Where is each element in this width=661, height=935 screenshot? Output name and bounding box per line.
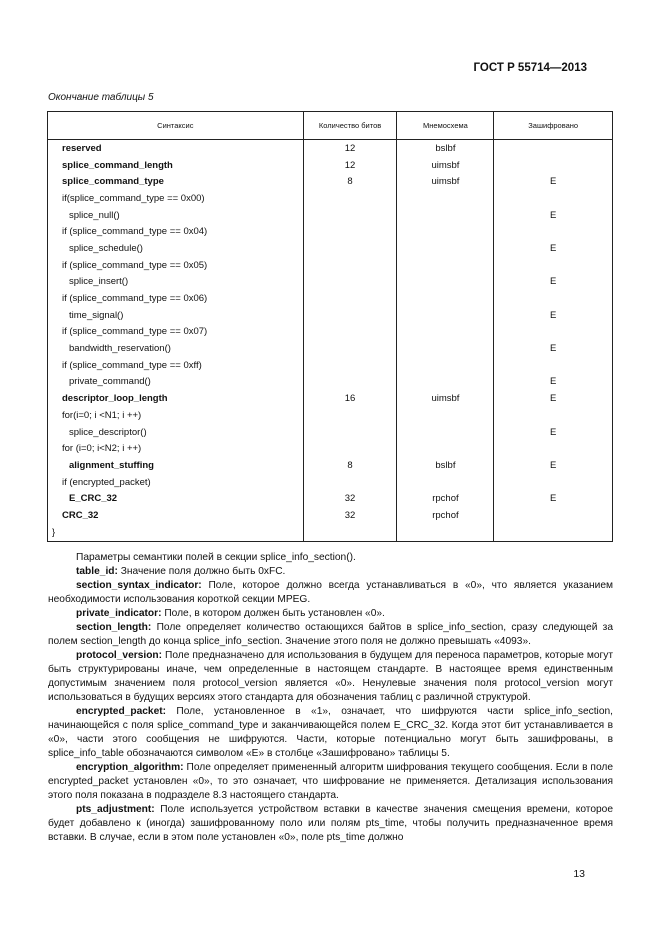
syntax-cell: if (splice_command_type == 0x06) bbox=[48, 290, 304, 307]
definition: Поле предназначено для использования в будущем для переноса параметров, которые могут быть структурированы иначе, чем определенные в настоящем стандарте. В настоящее время единственным допустимым значением поля protocol_version является «0». Ненулевые значения поля protocol_version могут использоваться в будущих версиях этого стандарта для обозначения таблиц с различной структурой. bbox=[48, 650, 613, 703]
section-length-paragraph bbox=[48, 621, 613, 649]
bits-cell bbox=[303, 223, 397, 240]
definition: Поле определяет количество остающихся байтов в splice_info_section, сразу следующей за полем section_length до конца splice_info_section. Значение этого поля не должно превышать «4093». bbox=[48, 622, 613, 647]
bits-cell: 16 bbox=[303, 390, 397, 407]
private-indicator-paragraph bbox=[48, 607, 613, 621]
mnemonic-cell bbox=[397, 223, 494, 240]
definition: Значение поля должно быть 0xFC. bbox=[117, 566, 286, 577]
syntax-cell: if(splice_command_type == 0x00) bbox=[48, 190, 304, 207]
encrypted-cell bbox=[494, 407, 613, 424]
mnemonic-cell bbox=[397, 190, 494, 207]
bits-cell bbox=[303, 274, 397, 291]
bits-cell bbox=[303, 240, 397, 257]
encrypted-cell: E bbox=[494, 173, 613, 190]
mnemonic-cell: uimsbf bbox=[397, 390, 494, 407]
mnemonic-cell: bslbf bbox=[397, 140, 494, 157]
table-caption: Окончание таблицы 5 bbox=[48, 92, 154, 103]
mnemonic-cell bbox=[397, 407, 494, 424]
mnemonic-cell bbox=[397, 207, 494, 224]
encrypted-cell: E bbox=[494, 240, 613, 257]
table-row bbox=[48, 240, 613, 257]
term: section_length: bbox=[76, 622, 152, 633]
table-row bbox=[48, 307, 613, 324]
mnemonic-cell bbox=[397, 324, 494, 341]
bits-cell: 12 bbox=[303, 157, 397, 174]
syntax-cell: alignment_stuffing bbox=[48, 457, 304, 474]
bits-cell bbox=[303, 374, 397, 391]
bits-cell: 32 bbox=[303, 490, 397, 507]
definition: Поле используется устройством вставки в качестве значения смещения времени, которое будет добавлено к (иногда) зашифрованному поло или полям pts_time, чтобы получить предназначенное время вставки. В случае, если в этом поле установлен «0», поле pts_time должно bbox=[48, 804, 613, 843]
table-header-row bbox=[48, 112, 613, 140]
syntax-cell: if (splice_command_type == 0x07) bbox=[48, 324, 304, 341]
bits-cell bbox=[303, 407, 397, 424]
encrypted-cell bbox=[494, 324, 613, 341]
term: private_indicator: bbox=[76, 608, 162, 619]
table-row bbox=[48, 257, 613, 274]
bits-cell bbox=[303, 424, 397, 441]
table-row bbox=[48, 474, 613, 491]
table-body bbox=[48, 140, 613, 542]
table-row bbox=[48, 190, 613, 207]
term: protocol_version: bbox=[76, 650, 163, 661]
encrypted-cell: E bbox=[494, 490, 613, 507]
bits-cell bbox=[303, 340, 397, 357]
encrypted-cell bbox=[494, 140, 613, 157]
mnemonic-cell bbox=[397, 474, 494, 491]
mnemonic-cell: rpchof bbox=[397, 507, 494, 524]
mnemonic-cell: uimsbf bbox=[397, 173, 494, 190]
encrypted-cell bbox=[494, 190, 613, 207]
table-row bbox=[48, 424, 613, 441]
bits-cell bbox=[303, 290, 397, 307]
pts-adjustment-paragraph bbox=[48, 803, 613, 845]
bits-cell: 32 bbox=[303, 507, 397, 524]
syntax-cell: splice_null() bbox=[48, 207, 304, 224]
encrypted-cell: E bbox=[494, 207, 613, 224]
syntax-cell: if (encrypted_packet) bbox=[48, 474, 304, 491]
mnemonic-cell bbox=[397, 307, 494, 324]
table-row bbox=[48, 290, 613, 307]
bits-cell bbox=[303, 207, 397, 224]
encrypted-cell: E bbox=[494, 457, 613, 474]
table-row bbox=[48, 440, 613, 457]
header-syntax: Синтаксис bbox=[48, 112, 304, 140]
encrypted-cell: E bbox=[494, 307, 613, 324]
page-number: 13 bbox=[573, 868, 585, 880]
syntax-cell: splice_command_length bbox=[48, 157, 304, 174]
encrypted-cell: E bbox=[494, 340, 613, 357]
table-row bbox=[48, 390, 613, 407]
syntax-cell: descriptor_loop_length bbox=[48, 390, 304, 407]
term: pts_adjustment: bbox=[76, 804, 155, 815]
mnemonic-cell: uimsbf bbox=[397, 157, 494, 174]
encrypted-packet-paragraph bbox=[48, 705, 613, 761]
syntax-cell: if (splice_command_type == 0x04) bbox=[48, 223, 304, 240]
table-row bbox=[48, 340, 613, 357]
syntax-cell: if (splice_command_type == 0xff) bbox=[48, 357, 304, 374]
encrypted-cell bbox=[494, 524, 613, 541]
encrypted-cell bbox=[494, 290, 613, 307]
syntax-cell: time_signal() bbox=[48, 307, 304, 324]
term: table_id: bbox=[76, 566, 118, 577]
mnemonic-cell bbox=[397, 424, 494, 441]
bits-cell bbox=[303, 524, 397, 541]
encrypted-cell bbox=[494, 257, 613, 274]
intro-paragraph: Параметры семантики полей в секции splice_info_section(). bbox=[76, 552, 356, 563]
mnemonic-cell: rpchof bbox=[397, 490, 494, 507]
header-mnemonic: Мнемосхема bbox=[397, 112, 494, 140]
mnemonic-cell bbox=[397, 524, 494, 541]
syntax-cell: E_CRC_32 bbox=[48, 490, 304, 507]
table-row bbox=[48, 457, 613, 474]
table-row bbox=[48, 140, 613, 157]
header-encrypted: Зашифровано bbox=[494, 112, 613, 140]
definition: Поле определяет примененный алгоритм шифрования текущего сообщения. Если в поле encrypted_packet установлен «0», то это означает, что шифрование не применяется. Детализация использования этого поля показана в подразделе 8.3 настоящего стандарта. bbox=[48, 762, 613, 801]
table-row bbox=[48, 274, 613, 291]
syntax-cell: bandwidth_reservation() bbox=[48, 340, 304, 357]
semantics-text bbox=[48, 551, 613, 845]
syntax-cell: if (splice_command_type == 0x05) bbox=[48, 257, 304, 274]
definition: Поле, в котором должен быть установлен «0». bbox=[161, 608, 385, 619]
encrypted-cell: E bbox=[494, 424, 613, 441]
bits-cell: 12 bbox=[303, 140, 397, 157]
table-id-paragraph bbox=[48, 565, 613, 579]
syntax-cell: } bbox=[48, 524, 304, 541]
bits-cell bbox=[303, 474, 397, 491]
syntax-cell: private_command() bbox=[48, 374, 304, 391]
syntax-table bbox=[47, 111, 613, 542]
table-row bbox=[48, 207, 613, 224]
encrypted-cell: E bbox=[494, 390, 613, 407]
bits-cell: 8 bbox=[303, 173, 397, 190]
encrypted-cell bbox=[494, 440, 613, 457]
syntax-cell: CRC_32 bbox=[48, 507, 304, 524]
syntax-cell: reserved bbox=[48, 140, 304, 157]
header-bits: Количество битов bbox=[303, 112, 397, 140]
table-row bbox=[48, 507, 613, 524]
encrypted-cell bbox=[494, 223, 613, 240]
table-row bbox=[48, 173, 613, 190]
syntax-cell: splice_insert() bbox=[48, 274, 304, 291]
table-row bbox=[48, 407, 613, 424]
bits-cell bbox=[303, 190, 397, 207]
syntax-cell: splice_command_type bbox=[48, 173, 304, 190]
term: section_syntax_indicator: bbox=[76, 580, 202, 591]
definition: Поле, установленное в «1», означает, что шифруются части splice_info_section, начинающейся с поля splice_command_type и заканчивающейся полем E_CRC_32. Когда этот бит устанавливается в «0», части этого сообщения не шифруются. Части, которые потенциально могут быть зашифрованы, в splice_info_table обозначаются символом «E» в столбце «Зашифровано» таблицы 5. bbox=[48, 706, 613, 759]
encrypted-cell bbox=[494, 507, 613, 524]
term: encrypted_packet: bbox=[76, 706, 167, 717]
table-row bbox=[48, 374, 613, 391]
encrypted-cell bbox=[494, 357, 613, 374]
syntax-cell: splice_schedule() bbox=[48, 240, 304, 257]
encrypted-cell bbox=[494, 157, 613, 174]
syntax-cell: for(i=0; i <N1; i ++) bbox=[48, 407, 304, 424]
standard-header: ГОСТ Р 55714—2013 bbox=[473, 62, 587, 74]
bits-cell bbox=[303, 440, 397, 457]
syntax-cell: for (i=0; i<N2; i ++) bbox=[48, 440, 304, 457]
mnemonic-cell bbox=[397, 290, 494, 307]
bits-cell bbox=[303, 307, 397, 324]
mnemonic-cell bbox=[397, 274, 494, 291]
bits-cell bbox=[303, 324, 397, 341]
table-row bbox=[48, 223, 613, 240]
term: encryption_algorithm: bbox=[76, 762, 184, 773]
table-row bbox=[48, 524, 613, 541]
encrypted-cell bbox=[494, 474, 613, 491]
table-row bbox=[48, 357, 613, 374]
mnemonic-cell bbox=[397, 240, 494, 257]
bits-cell bbox=[303, 257, 397, 274]
section-syntax-indicator-paragraph bbox=[48, 579, 613, 607]
table-row bbox=[48, 490, 613, 507]
encryption-algorithm-paragraph bbox=[48, 761, 613, 803]
protocol-version-paragraph bbox=[48, 649, 613, 705]
bits-cell bbox=[303, 357, 397, 374]
table-row bbox=[48, 157, 613, 174]
mnemonic-cell bbox=[397, 374, 494, 391]
table-row bbox=[48, 324, 613, 341]
mnemonic-cell bbox=[397, 340, 494, 357]
bits-cell: 8 bbox=[303, 457, 397, 474]
mnemonic-cell bbox=[397, 440, 494, 457]
mnemonic-cell bbox=[397, 257, 494, 274]
mnemonic-cell bbox=[397, 357, 494, 374]
definition: Поле, которое должно всегда устанавливаться в «0», что является указанием необходимости использования короткой секции MPEG. bbox=[48, 580, 613, 605]
encrypted-cell: E bbox=[494, 274, 613, 291]
syntax-cell: splice_descriptor() bbox=[48, 424, 304, 441]
mnemonic-cell: bslbf bbox=[397, 457, 494, 474]
encrypted-cell: E bbox=[494, 374, 613, 391]
